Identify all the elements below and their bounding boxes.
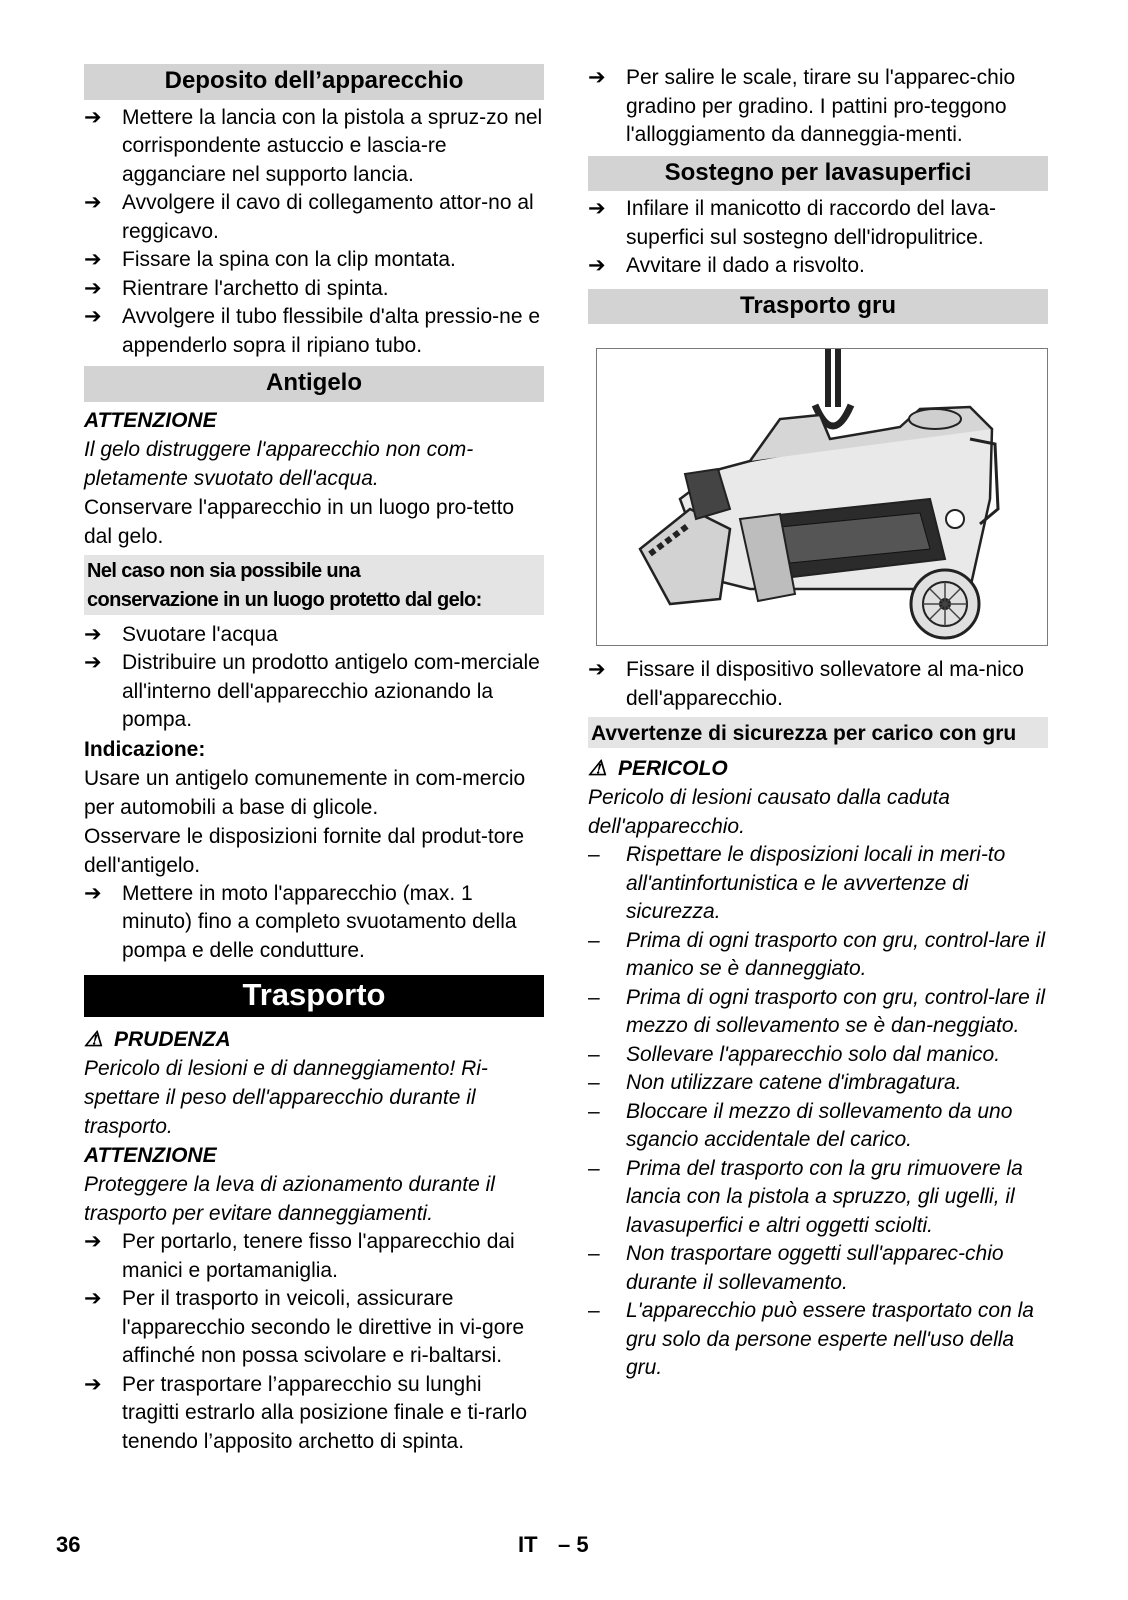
antigelo-list bbox=[84, 621, 544, 735]
list-item-text: Non trasportare oggetti sull'apparec-chio durante il sollevamento. bbox=[626, 1242, 1004, 1294]
trasporto-list bbox=[84, 1228, 544, 1456]
note-text-1: Usare un antigelo comunemente in com-mercio per automobili a base di glicole. bbox=[84, 766, 526, 819]
list-item-text: Fissare il dispositivo sollevatore al ma-nico dell'apparecchio. bbox=[626, 658, 1024, 710]
arrow-bullet-icon: ➔ bbox=[588, 254, 606, 278]
dash-bullet-icon: – bbox=[588, 843, 600, 867]
language-code: IT bbox=[518, 1532, 538, 1557]
heading-antigelo: Antigelo bbox=[84, 366, 544, 402]
dash-bullet-icon: – bbox=[588, 1071, 600, 1095]
list-item bbox=[84, 275, 544, 304]
subheading-frost-line-1: Nel caso non sia possibile una bbox=[87, 559, 361, 582]
list-item bbox=[84, 1285, 544, 1371]
heading-gru: Trasporto gru bbox=[588, 289, 1048, 325]
list-item-text: Prima di ogni trasporto con gru, control-lare il manico se è danneggiato. bbox=[626, 928, 1046, 981]
list-item bbox=[84, 246, 544, 275]
antigelo-list-2 bbox=[84, 880, 544, 966]
list-item-text: Infilare il manicotto di raccordo del lava-superfici sul sostegno dell'idropulitrice. bbox=[626, 197, 997, 249]
arrow-bullet-icon: ➔ bbox=[84, 248, 102, 272]
list-item bbox=[588, 252, 1048, 281]
list-item-text: Per trasportare l’apparecchio su lunghi tragitti estrarlo alla posizione finale e ti-rarlo tenendo l’apposito archetto di spinta. bbox=[122, 1372, 528, 1453]
list-item-text: Per il trasporto in veicoli, assicurare l'apparecchio secondo le direttive in vi-gore affinché non possa scivolare e ri-baltarsi. bbox=[122, 1287, 525, 1368]
list-item-text: Per salire le scale, tirare su l'apparec-chio gradino per gradino. I pattini pro-teggono l'alloggiamento da danneggia-menti. bbox=[626, 66, 1016, 146]
subheading-crane-safety: Avvertenze di sicurezza per carico con gru bbox=[588, 717, 1048, 748]
caution-label bbox=[84, 1025, 544, 1054]
dash-bullet-icon: – bbox=[588, 985, 600, 1009]
pressure-washer-drawing bbox=[597, 349, 1047, 645]
list-item bbox=[84, 1228, 544, 1285]
list-item-text: Distribuire un prodotto antigelo com-merciale all'interno dell'apparecchio azionando la pompa. bbox=[122, 651, 540, 732]
warning-icon: ⚠ bbox=[84, 1028, 103, 1052]
danger-label bbox=[588, 754, 1048, 783]
list-item bbox=[588, 195, 1048, 252]
deposito-list bbox=[84, 104, 544, 361]
list-item-text: Sollevare l'apparecchio solo dal manico. bbox=[626, 1042, 1001, 1066]
list-item bbox=[588, 841, 1048, 927]
caution-label-text: PRUDENZA bbox=[114, 1028, 231, 1052]
arrow-bullet-icon: ➔ bbox=[84, 881, 102, 905]
arrow-bullet-icon: ➔ bbox=[588, 197, 606, 221]
list-item-text: Mettere in moto l'apparecchio (max. 1 minuto) fino a completo svuotamento della pompa e delle condutture. bbox=[122, 881, 517, 962]
list-item bbox=[588, 1155, 1048, 1241]
stairs-list bbox=[588, 64, 1048, 150]
arrow-bullet-icon: ➔ bbox=[84, 622, 102, 646]
subheading-frost-line-2: conservazione in un luogo protetto dal gelo: bbox=[87, 588, 482, 611]
sostegno-list bbox=[588, 195, 1048, 281]
list-item-text: Non utilizzare catene d'imbragatura. bbox=[626, 1071, 962, 1095]
list-item-text: Avvolgere il tubo flessibile d'alta pressio-ne e appenderlo sopra il ripiano tubo. bbox=[122, 305, 541, 357]
section-number: – 5 bbox=[558, 1532, 589, 1557]
list-item bbox=[588, 64, 1048, 150]
antigelo-warning: Il gelo distruggere l'apparecchio non com-pletamente svuotato dell'acqua. bbox=[84, 437, 474, 490]
dash-bullet-icon: – bbox=[588, 1242, 600, 1266]
note-text-2: Osservare le disposizioni fornite dal produt-tore dell'antigelo. bbox=[84, 824, 525, 877]
list-item-text: L'apparecchio può essere trasportato con la gru solo da persone esperte nell'uso della gru. bbox=[626, 1299, 1034, 1380]
arrow-bullet-icon: ➔ bbox=[588, 658, 606, 682]
arrow-bullet-icon: ➔ bbox=[588, 66, 606, 89]
arrow-bullet-icon: ➔ bbox=[84, 305, 102, 329]
list-item-text: Prima del trasporto con la gru rimuovere la lancia con la pistola a spruzzo, gli ugelli, il lavasuperfici e altri oggetti sciolti. bbox=[626, 1156, 1023, 1237]
heading-sostegno: Sostegno per lavasuperfici bbox=[588, 156, 1048, 192]
list-item bbox=[588, 1098, 1048, 1155]
dash-bullet-icon: – bbox=[588, 1099, 600, 1123]
list-item bbox=[84, 104, 544, 190]
list-item bbox=[588, 656, 1048, 713]
list-item bbox=[588, 1297, 1048, 1383]
list-item bbox=[588, 1041, 1048, 1070]
list-item bbox=[588, 927, 1048, 984]
dash-bullet-icon: – bbox=[588, 1299, 600, 1323]
attention-label: ATTENZIONE bbox=[84, 408, 217, 432]
dash-bullet-icon: – bbox=[588, 1042, 600, 1066]
list-item-text: Mettere la lancia con la pistola a spruz-zo nel corrispondente astuccio e lascia-re agganciare nel supporto lancia. bbox=[122, 105, 543, 186]
heading-deposito: Deposito dell’apparecchio bbox=[84, 64, 544, 100]
subheading-frost bbox=[84, 555, 544, 615]
dash-bullet-icon: – bbox=[588, 1156, 600, 1180]
crane-safety-list bbox=[588, 841, 1048, 1383]
arrow-bullet-icon: ➔ bbox=[84, 1230, 102, 1254]
arrow-bullet-icon: ➔ bbox=[84, 105, 102, 129]
list-item-text: Avvitare il dado a risvolto. bbox=[626, 254, 865, 278]
list-item-text: Prima di ogni trasporto con gru, control-lare il mezzo di sollevamento se è dan-neggiato. bbox=[626, 985, 1046, 1038]
gru-list bbox=[588, 656, 1048, 713]
list-item-text: Per portarlo, tenere fisso l'apparecchio dai manici e portamaniglia. bbox=[122, 1230, 515, 1282]
list-item-text: Bloccare il mezzo di sollevamento da uno sgancio accidentale del carico. bbox=[626, 1099, 1013, 1152]
chapter-trasporto: Trasporto bbox=[84, 975, 544, 1017]
list-item-text: Avvolgere il cavo di collegamento attor-no al reggicavo. bbox=[122, 191, 534, 243]
danger-icon: ⚠ bbox=[588, 757, 607, 781]
arrow-bullet-icon: ➔ bbox=[84, 651, 102, 675]
left-column bbox=[84, 64, 544, 1456]
danger-text: Pericolo di lesioni causato dalla caduta dell'apparecchio. bbox=[588, 786, 950, 839]
crane-lifting-illustration bbox=[596, 348, 1048, 646]
arrow-bullet-icon: ➔ bbox=[84, 1287, 102, 1311]
list-item-text: Rispettare le disposizioni locali in meri-to all'antinfortunistica e le avvertenze di sicurezza. bbox=[626, 843, 1006, 924]
danger-label-text: PERICOLO bbox=[618, 757, 728, 781]
list-item-text: Svuotare l'acqua bbox=[122, 622, 278, 646]
caution-text: Pericolo di lesioni e di danneggiamento! Ri-spettare il peso dell'apparecchio durante il trasporto. bbox=[84, 1057, 488, 1139]
list-item-text: Fissare la spina con la clip montata. bbox=[122, 248, 456, 272]
list-item bbox=[84, 880, 544, 966]
list-item bbox=[588, 1240, 1048, 1297]
attention-text-2: Proteggere la leva di azionamento durante il trasporto per evitare danneggiamenti. bbox=[84, 1173, 495, 1226]
note-label: Indicazione: bbox=[84, 737, 206, 761]
page-number: 36 bbox=[56, 1532, 81, 1557]
antigelo-text: Conservare l'apparecchio in un luogo pro-tetto dal gelo. bbox=[84, 495, 515, 548]
arrow-bullet-icon: ➔ bbox=[84, 191, 102, 215]
list-item bbox=[84, 189, 544, 246]
attention-label-2: ATTENZIONE bbox=[84, 1144, 217, 1168]
list-item bbox=[588, 1069, 1048, 1098]
list-item bbox=[588, 984, 1048, 1041]
dash-bullet-icon: – bbox=[588, 928, 600, 952]
arrow-bullet-icon: ➔ bbox=[84, 276, 102, 300]
list-item bbox=[84, 621, 544, 650]
list-item-text: Rientrare l'archetto di spinta. bbox=[122, 276, 389, 300]
list-item bbox=[84, 649, 544, 735]
arrow-bullet-icon: ➔ bbox=[84, 1372, 102, 1396]
right-column bbox=[588, 64, 1048, 1383]
list-item bbox=[84, 1371, 544, 1457]
list-item bbox=[84, 303, 544, 360]
